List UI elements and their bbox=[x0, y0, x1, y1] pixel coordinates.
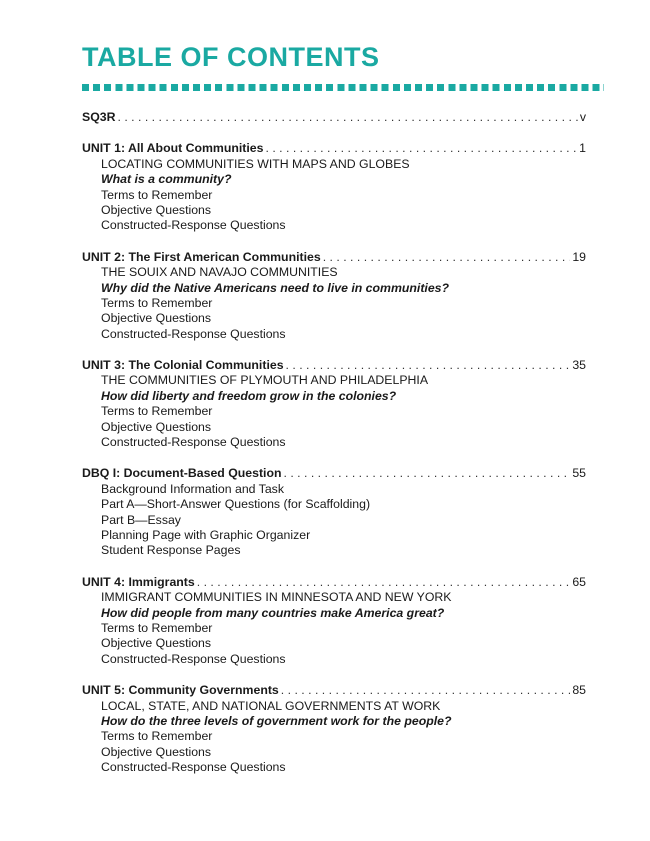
essential-question: How did liberty and freedom grow in the colonies? bbox=[101, 388, 397, 403]
toc-entry bbox=[82, 358, 586, 450]
toc-entry-title: SQ3R bbox=[82, 110, 116, 124]
toc-entry-line[interactable] bbox=[82, 683, 586, 698]
toc-entry-title: UNIT 5: Community Governments bbox=[82, 683, 279, 698]
toc-subitem: Objective Questions bbox=[101, 744, 212, 759]
toc-subitem: Background Information and Task bbox=[101, 481, 284, 496]
toc-subitem: Objective Questions bbox=[101, 202, 212, 217]
toc-subitem: Part A—Short-Answer Questions (for Scaffolding) bbox=[101, 497, 371, 512]
toc-subitem: Terms to Remember bbox=[101, 187, 213, 202]
essential-question: How did people from many countries make America great? bbox=[101, 605, 445, 620]
essential-question: How do the three levels of government work for the people? bbox=[101, 713, 452, 728]
toc-entry-line[interactable] bbox=[82, 110, 586, 125]
dot-leader bbox=[197, 575, 571, 590]
unit-subheading: THE SOUIX AND NAVAJO COMMUNITIES bbox=[101, 265, 338, 280]
dotted-divider bbox=[82, 84, 604, 91]
toc-entry-title: DBQ I: Document-Based Question bbox=[82, 466, 282, 481]
toc-entry-line[interactable] bbox=[82, 575, 586, 590]
toc-subitem: Constructed-Response Questions bbox=[101, 651, 286, 666]
unit-subheading: IMMIGRANT COMMUNITIES IN MINNESOTA AND NEW YORK bbox=[101, 590, 452, 605]
toc-subitem: Constructed-Response Questions bbox=[101, 218, 286, 233]
dot-leader bbox=[118, 110, 578, 125]
dot-leader bbox=[323, 250, 571, 265]
dot-leader bbox=[281, 683, 571, 698]
toc-subitem: Terms to Remember bbox=[101, 729, 213, 744]
essential-question: What is a community? bbox=[101, 172, 232, 187]
toc-entry-line[interactable] bbox=[82, 141, 586, 156]
toc-subitem: Constructed-Response Questions bbox=[101, 326, 286, 341]
toc-subitem: Part B—Essay bbox=[101, 512, 181, 527]
toc-entry-line[interactable] bbox=[82, 466, 586, 481]
toc-subitem: Terms to Remember bbox=[101, 295, 213, 310]
toc-page-number: 1 bbox=[579, 141, 586, 156]
toc-entry bbox=[82, 141, 586, 233]
toc-entry bbox=[82, 575, 586, 667]
toc-entry bbox=[82, 110, 586, 125]
toc-page-number: 19 bbox=[572, 249, 586, 264]
toc-entry-title: UNIT 3: The Colonial Communities bbox=[82, 358, 284, 373]
toc-page-number: 55 bbox=[572, 466, 586, 481]
toc-entry-title: UNIT 1: All About Communities bbox=[82, 141, 264, 156]
unit-subheading: LOCAL, STATE, AND NATIONAL GOVERNMENTS AT WORK bbox=[101, 698, 441, 713]
toc-entry-line[interactable] bbox=[82, 250, 586, 265]
dot-leader bbox=[266, 141, 578, 156]
toc-subitem: Constructed-Response Questions bbox=[101, 760, 286, 775]
toc-subitem: Planning Page with Graphic Organizer bbox=[101, 527, 311, 542]
unit-subheading: THE COMMUNITIES OF PLYMOUTH AND PHILADELPHIA bbox=[101, 373, 429, 388]
toc-subitem: Objective Questions bbox=[101, 636, 212, 651]
toc-entry bbox=[82, 683, 586, 775]
toc-subitem: Terms to Remember bbox=[101, 404, 213, 419]
toc-page-number: 85 bbox=[572, 683, 586, 698]
toc-page-number: 65 bbox=[572, 574, 586, 589]
toc-subitem: Terms to Remember bbox=[101, 620, 213, 635]
toc-entry bbox=[82, 250, 586, 342]
toc-page-number: v bbox=[579, 110, 586, 124]
toc-page bbox=[82, 40, 586, 791]
page-title: TABLE OF CONTENTS bbox=[82, 42, 380, 72]
unit-subheading: LOCATING COMMUNITIES WITH MAPS AND GLOBES bbox=[101, 156, 410, 171]
toc-page-number: 35 bbox=[572, 358, 586, 373]
dot-leader bbox=[284, 466, 571, 481]
toc-subitem: Student Response Pages bbox=[101, 543, 241, 558]
toc-entry-line[interactable] bbox=[82, 358, 586, 373]
essential-question: Why did the Native Americans need to live in communities? bbox=[101, 280, 450, 295]
dot-leader bbox=[286, 358, 571, 373]
toc-entry-title: UNIT 4: Immigrants bbox=[82, 574, 195, 589]
toc-subitem: Constructed-Response Questions bbox=[101, 435, 286, 450]
toc-subitem: Objective Questions bbox=[101, 311, 212, 326]
toc-entry-title: UNIT 2: The First American Communities bbox=[82, 249, 321, 264]
toc-list bbox=[82, 110, 586, 775]
toc-subitem: Objective Questions bbox=[101, 419, 212, 434]
toc-entry bbox=[82, 466, 586, 558]
